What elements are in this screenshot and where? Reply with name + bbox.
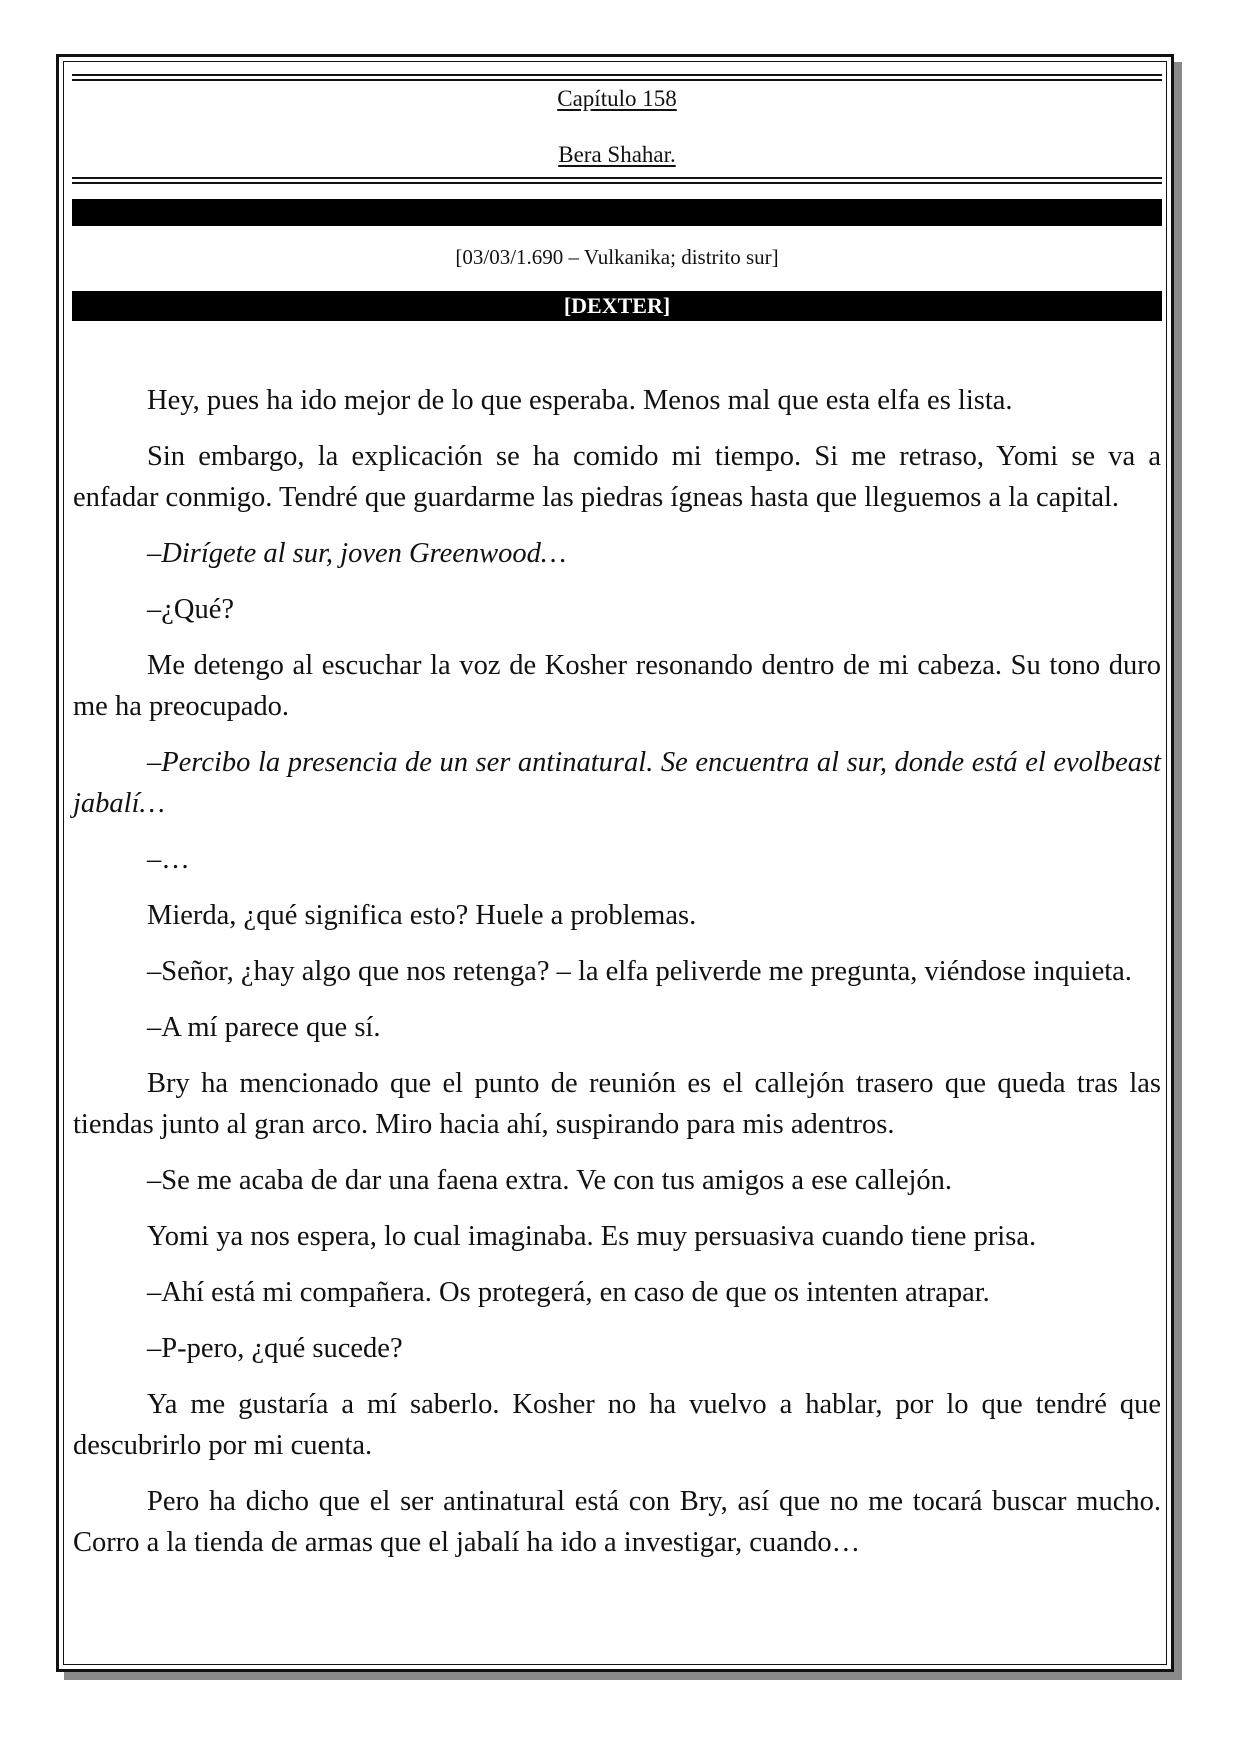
paragraph: –Dirígete al sur, joven Greenwood… <box>147 538 567 569</box>
pov-banner: [DEXTER] <box>72 291 1162 321</box>
paragraph: Bry ha mencionado que el punto de reunión es el callejón trasero que queda tras las tiendas junto al gran arco. Miro hacia ahí, suspirando para mis adentros. <box>73 1068 1161 1140</box>
chapter-number: Capítulo 158 <box>557 86 677 111</box>
paragraph: –Se me acaba de dar una faena extra. Ve con tus amigos a ese callejón. <box>147 1165 953 1196</box>
paragraph: –Percibo la presencia de un ser antinatural. Se encuentra al sur, donde está el evolbeast jabalí… <box>73 747 1161 819</box>
paragraph: Hey, pues ha ido mejor de lo que esperaba. Menos mal que esta elfa es lista. <box>147 385 1013 416</box>
paragraph: –A mí parece que sí. <box>147 1012 381 1043</box>
paragraph: –¿Qué? <box>147 594 235 625</box>
paragraph: Ya me gustaría a mí saberlo. Kosher no ha vuelvo a hablar, por lo que tendré que descubrirlo por mi cuenta. <box>73 1389 1161 1461</box>
paragraph: –P-pero, ¿qué sucede? <box>147 1333 403 1364</box>
paragraph: –Señor, ¿hay algo que nos retenga? – la elfa peliverde me pregunta, viéndose inquieta. <box>147 956 1132 987</box>
paragraph: Sin embargo, la explicación se ha comido mi tiempo. Si me retraso, Yomi se va a enfadar conmigo. Tendré que guardarme las piedras ígneas hasta que lleguemos a la capital. <box>73 441 1161 513</box>
location-date-line: [03/03/1.690 – Vulkanika; distrito sur] <box>455 245 779 269</box>
section-separator-bar <box>72 199 1162 226</box>
paragraph: –… <box>147 844 190 875</box>
paragraph: Me detengo al escuchar la voz de Kosher resonando dentro de mi cabeza. Su tono duro me ha preocupado. <box>73 650 1161 722</box>
paragraph: Mierda, ¿qué significa esto? Huele a problemas. <box>147 900 697 931</box>
header-top-rule <box>72 74 1162 81</box>
chapter-body <box>73 380 1161 1578</box>
chapter-title: Bera Shahar. <box>558 142 676 167</box>
paragraph: Yomi ya nos espera, lo cual imaginaba. Es muy persuasiva cuando tiene prisa. <box>147 1221 1037 1252</box>
header-bottom-rule <box>72 177 1162 184</box>
paragraph: Pero ha dicho que el ser antinatural está con Bry, así que no me tocará buscar mucho. Corro a la tienda de armas que el jabalí ha ido a investigar, cuando… <box>73 1486 1161 1558</box>
paragraph: –Ahí está mi compañera. Os protegerá, en caso de que os intenten atrapar. <box>147 1277 990 1308</box>
